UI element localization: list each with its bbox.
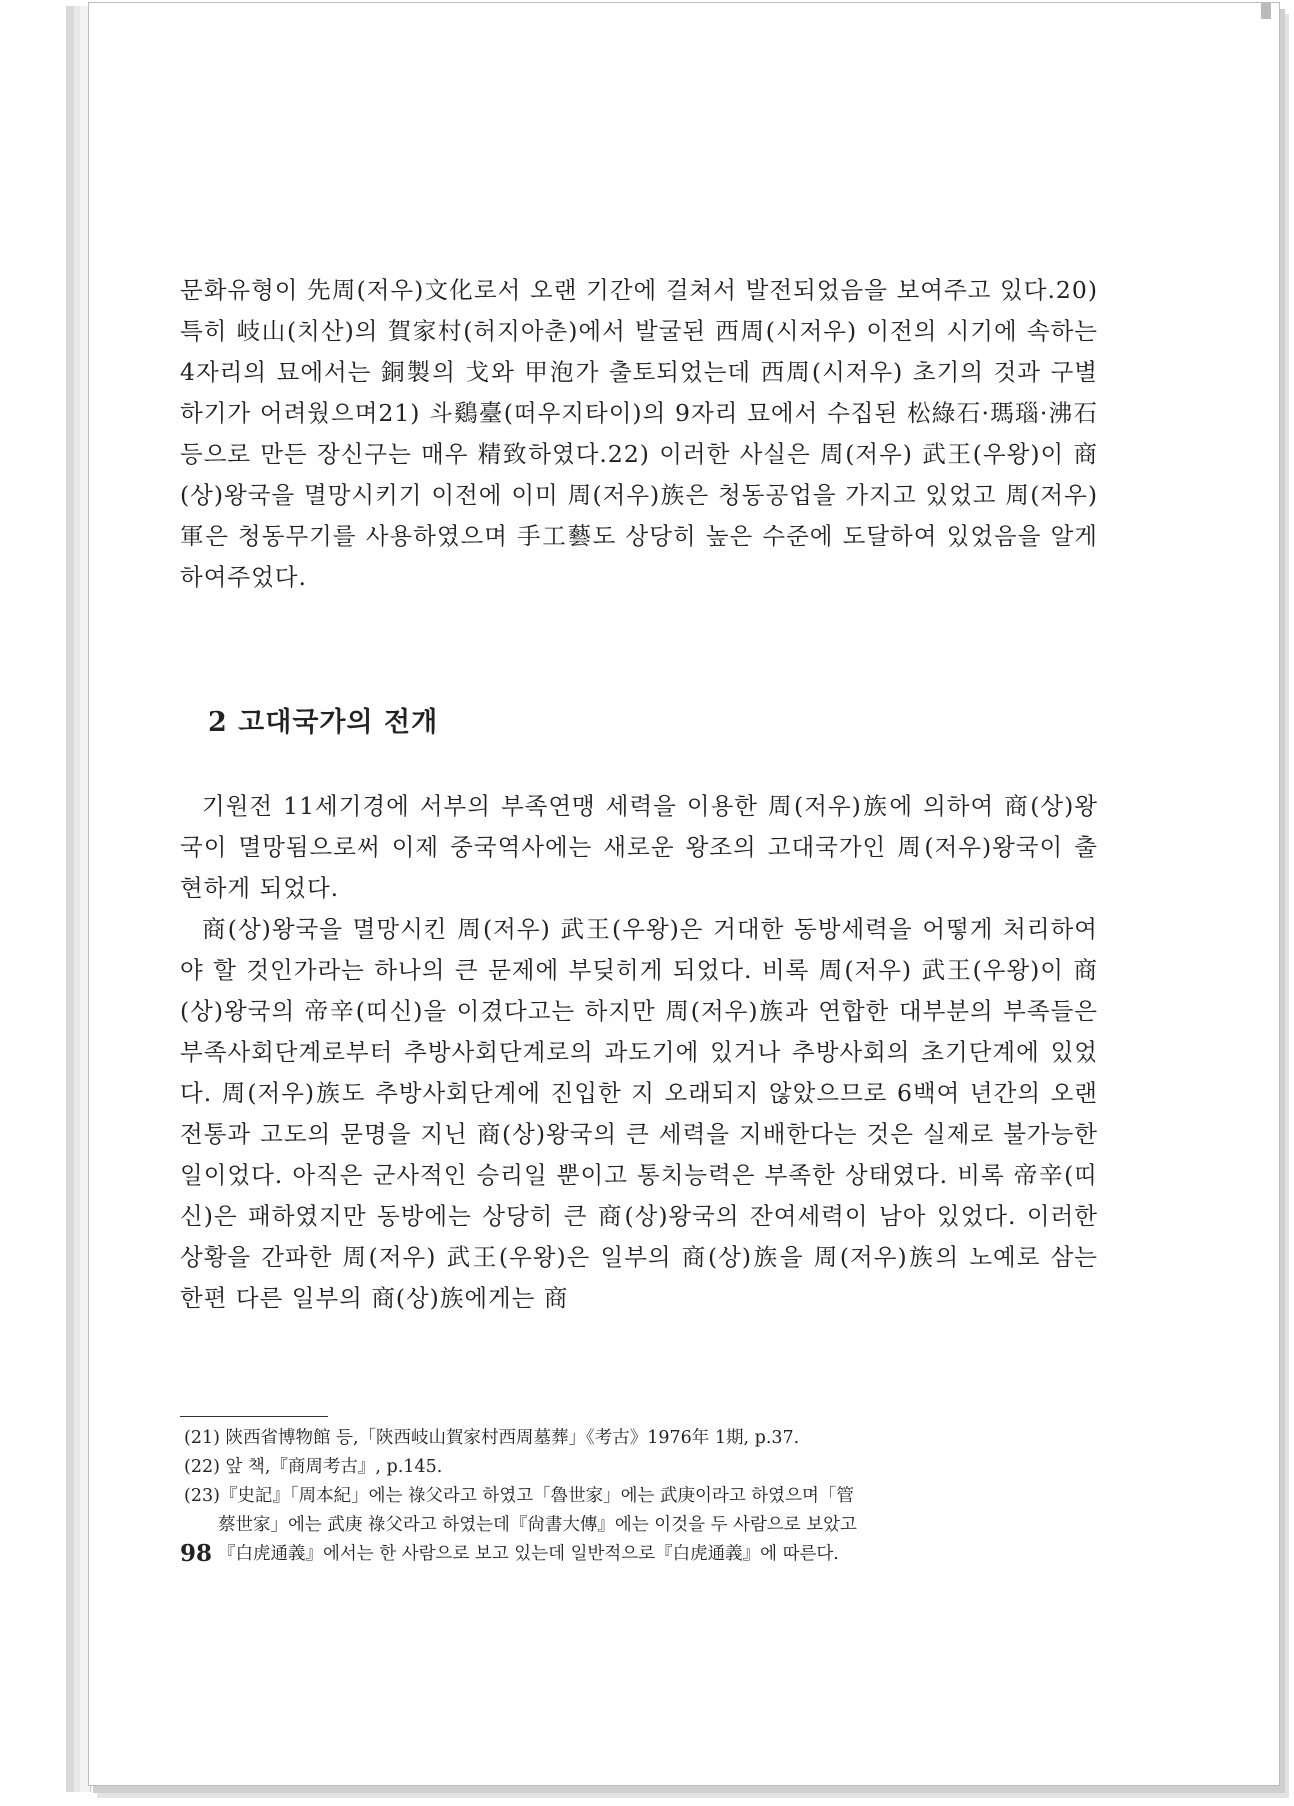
body-text-top — [180, 270, 1098, 598]
paragraph: 商(상)왕국을 멸망시킨 周(저우) 武王(우왕)은 거대한 동방세력을 어떻게 처리하여야 할 것인가라는 하나의 큰 문제에 부딪히게 되었다. 비록 周(저우) 武王(우왕)이 商(상)왕국의 帝辛(띠신)을 이겼다고는 하지만 周(저우)族과 연합한 대부분의 부족들은 부족사회단계로부터 추방사회단계로의 과도기에 있거나 추방사회의 초기단계에 있었다. 周(저우)族도 추방사회단계에 진입한 지 오래되지 않았으므로 6백여 년간의 오랜 전통과 고도의 문명을 지닌 商(상)왕국의 큰 세력을 지배한다는 것은 실제로 불가능한 일이었다. 아직은 군사적인 승리일 뿐이고 통치능력은 부족한 상태였다. 비록 帝辛(띠신)은 패하였지만 동방에는 상당히 큰 商(상)왕국의 잔여세력이 남아 있었다. 이러한 상황을 간파한 周(저우) 武王(우왕)은 일부의 商(상)族을 周(저우)族의 노예로 삼는 한편 다른 일부의 商(상)族에게는 商 — [180, 915, 1098, 1312]
footnote-divider — [180, 1416, 328, 1417]
body-text-main — [180, 786, 1098, 1319]
footnotes — [184, 1424, 1098, 1569]
paragraph: 문화유형이 先周(저우)文化로서 오랜 기간에 걸쳐서 발전되었음을 보여주고 있다.20) 특히 岐山(치산)의 賀家村(허지아춘)에서 발굴된 西周(시저우) 이전의 시기에 속하는 4자리의 묘에서는 銅製의 戈와 甲泡가 출토되었는데 西周(시저우) 초기의 것과 구별하기가 어려웠으며21) 斗鷄臺(떠우지타이)의 9자리 묘에서 수집된 松綠石·瑪瑙·沸石 등으로 만든 장신구는 매우 精致하였다.22) 이러한 사실은 周(저우) 武王(우왕)이 商(상)왕국을 멸망시키기 이전에 이미 周(저우)族은 청동공업을 가지고 있었고 周(저우)軍은 청동무기를 사용하였으며 手工藝도 상당히 높은 수준에 도달하여 있었음을 알게 하여주었다. — [180, 276, 1098, 591]
page-number: 98 — [180, 1540, 213, 1567]
footnote: (21) 陝西省博物館 등,「陝西岐山賀家村西周墓葬」《考古》1976年 1期, p.37. — [184, 1428, 800, 1448]
page-corner-mark — [1261, 3, 1271, 19]
footnote: (22) 앞 책,『商周考古』, p.145. — [184, 1457, 443, 1477]
footnote-continuation: 蔡世家」에는 武庚 祿父라고 하였는데『尙書大傳』에는 이것을 두 사람으로 보았고 — [218, 1515, 857, 1535]
footnote: (23)『史記』「周本紀」에는 祿父라고 하였고「魯世家」에는 武庚이라고 하였으며「管 — [184, 1486, 854, 1506]
section-heading: 2 고대국가의 전개 — [208, 707, 439, 738]
footnote-continuation: 『白虎通義』에서는 한 사람으로 보고 있는데 일반적으로『白虎通義』에 따른다. — [218, 1544, 839, 1564]
paragraph: 기원전 11세기경에 서부의 부족연맹 세력을 이용한 周(저우)族에 의하여 商(상)왕국이 멸망됨으로써 이제 중국역사에는 새로운 왕조의 고대국가인 周(저우)왕국이 출현하게 되었다. — [180, 792, 1098, 902]
